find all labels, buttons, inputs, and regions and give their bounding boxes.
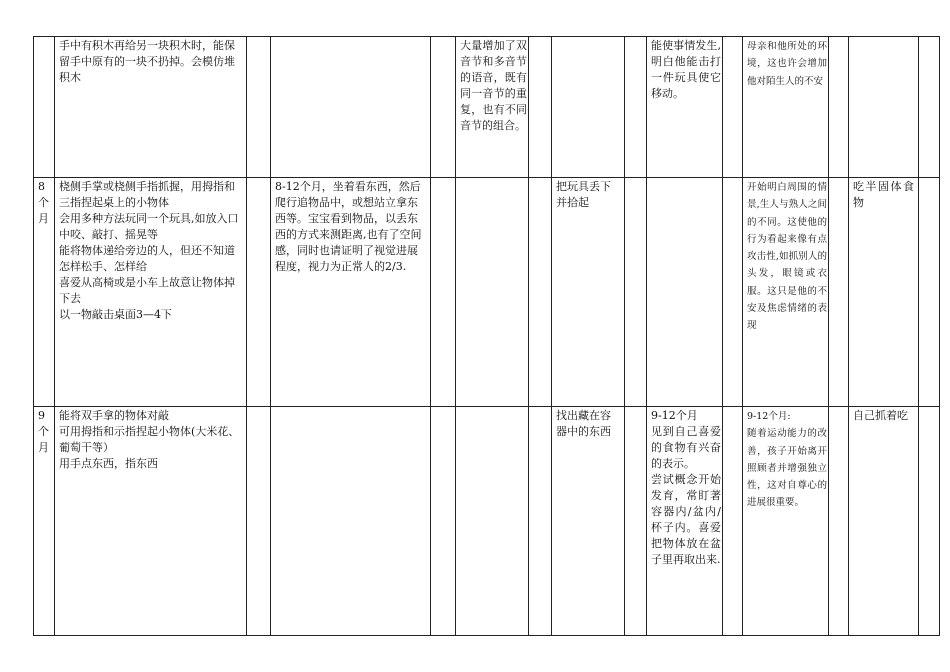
motor-skills-cell: 桡侧手掌或桡侧手指抓握，用拇指和三指捏起桌上的小物体 会用多种方法玩同一个玩具,如放入口中咬、敲打、摇晃等 能将物体递给旁边的人，但还不知道怎样松手、怎样给 喜爱从高椅或是小车上故意让物体掉下去 以一物敲击桌面3—4下 (55, 178, 247, 407)
empty-cell (919, 178, 940, 407)
cognition-cell: 8-12个月，坐着看东西，然后爬行追物品中，或想站立拿东西等。宝宝看到物品，以丢东西的方式来测距离,也有了空间感，同时也请证明了视觉进展程度，视力为正常人的2/3. (271, 178, 431, 407)
empty-cell (431, 37, 456, 178)
empty-cell (829, 407, 849, 636)
development-table (33, 36, 940, 636)
month-cell: 8 个 月 (34, 178, 55, 407)
month-cell (34, 37, 55, 178)
cognition-cell (271, 407, 431, 636)
table-row (34, 407, 940, 636)
empty-cell (431, 407, 456, 636)
empty-cell (625, 407, 647, 636)
empty-cell (247, 178, 271, 407)
emotion-cell: 开始明白周围的情景,生人与熟人之间的不同。这使他的行为看起来像有点攻击性,如抓别人的头发，眼镜或衣服。这只是他的不安及焦虑情绪的表现 (743, 178, 829, 407)
empty-cell (723, 37, 743, 178)
empty-cell (247, 407, 271, 636)
language-cell: 大量增加了双音节和多音节的语音，既有同一音节的重复，也有不同音节的组合。 (456, 37, 529, 178)
empty-cell (529, 407, 552, 636)
empty-cell (247, 37, 271, 178)
empty-cell (723, 178, 743, 407)
emotion-cell: 母亲和他所处的环境，这也许会增加他对陌生人的不安 (743, 37, 829, 178)
cognition-cell (271, 37, 431, 178)
concept-cell: 9-12个月 见到自己喜爱的食物有兴奋的表示。 尝试概念开始发育，常盯著容器内/盆内/杯子内。喜爱把物体放在盆子里再取出来. (647, 407, 723, 636)
month-cell: 9 个 月 (34, 407, 55, 636)
empty-cell (919, 407, 940, 636)
eating-cell: 吃半固体食物 (849, 178, 919, 407)
table-row (34, 178, 940, 407)
emotion-cell: 9-12个月: 随着运动能力的改善，孩子开始离开照顾者并增强独立性，这对自尊心的进展很重要。 (743, 407, 829, 636)
play-cell: 把玩具丢下并拾起 (552, 178, 625, 407)
concept-cell: 能使事情发生,明白他能击打一件玩具使它移动。 (647, 37, 723, 178)
empty-cell (625, 178, 647, 407)
table-row (34, 37, 940, 178)
empty-cell (529, 178, 552, 407)
play-cell: 找出藏在容器中的东西 (552, 407, 625, 636)
empty-cell (431, 178, 456, 407)
empty-cell (919, 37, 940, 178)
empty-cell (529, 37, 552, 178)
empty-cell (829, 178, 849, 407)
language-cell (456, 407, 529, 636)
empty-cell (625, 37, 647, 178)
eating-cell: 自己抓着吃 (849, 407, 919, 636)
empty-cell (829, 37, 849, 178)
play-cell (552, 37, 625, 178)
language-cell (456, 178, 529, 407)
motor-skills-cell: 手中有积木再给另一块积木时，能保留手中原有的一块不扔掉。会模仿堆积木 (55, 37, 247, 178)
motor-skills-cell: 能将双手拿的物体对敲 可用拇指和示指捏起小物体(大米花、葡萄干等） 用手点东西，指东西 (55, 407, 247, 636)
concept-cell (647, 178, 723, 407)
eating-cell (849, 37, 919, 178)
empty-cell (723, 407, 743, 636)
